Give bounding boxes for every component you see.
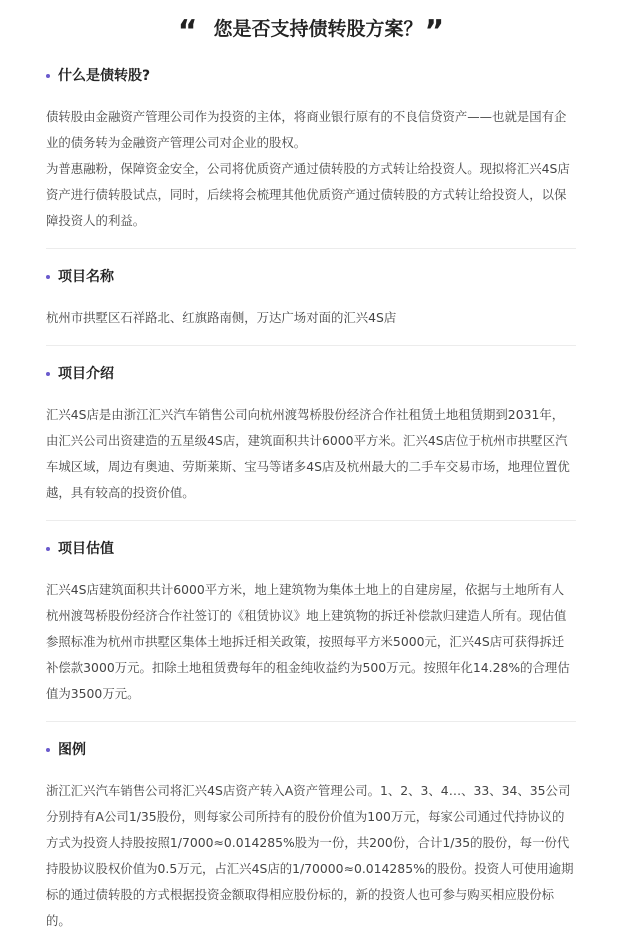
section-heading-text: 图例: [58, 742, 86, 758]
section-heading: [46, 249, 576, 305]
bullet-dot-icon: [46, 547, 50, 551]
section-heading: [46, 48, 576, 104]
section-heading-text: 什么是债转股?: [58, 68, 151, 84]
section-body: [46, 305, 576, 345]
close-quote-icon: ”: [424, 14, 445, 49]
section-illustration: [46, 721, 576, 948]
bullet-dot-icon: [46, 748, 50, 752]
section-what-is-debt-to-equity: [46, 48, 576, 248]
bullet-dot-icon: [46, 372, 50, 376]
section-body: [46, 402, 576, 520]
paragraph: 汇兴4S店建筑面积共计6000平方米，地上建筑物为集体土地上的自建房屋，依据与土地所有人杭州渡驾桥股份经济合作社签订的《租赁协议》地上建筑物的拆迁补偿款归建造人所有。现估值参照标准为杭州市拱墅区集体土地拆迁相关政策，按照每平方米5000元，汇兴4S店可获得拆迁补偿款3000万元。扣除土地租赁费每年的租金纯收益约为500万元。按照年化14.28%的合理估值为3500万元。: [46, 582, 570, 701]
section-heading-text: 项目估值: [58, 541, 114, 557]
section-heading-text: 项目名称: [58, 269, 114, 285]
section-heading: [46, 521, 576, 577]
section-body: [46, 104, 576, 248]
open-quote-icon: “: [177, 14, 198, 49]
paragraph: 浙江汇兴汽车销售公司将汇兴4S店资产转入A资产管理公司。1、2、3、4…、33、34、35公司分别持有A公司1/35股份，则每家公司所持有的股份价值为100万元，每家公司通过代持协议的方式为投资人持股按照1/7000≈0.014285%股为一份，共200份，合计1/35的股份，每一份代持股协议股权价值为0.5万元，占汇兴4S店的1/70000≈0.014285%的股份。投资人可使用逾期标的通过债转股的方式根据投资金额取得相应股份标的，新的投资人也可参与购买相应股份标的。: [46, 783, 574, 928]
page-title-bar: [0, 0, 622, 48]
section-body: [46, 577, 576, 721]
section-heading-text: 项目介绍: [58, 366, 114, 382]
paragraph: 杭州市拱墅区石祥路北、红旗路南侧，万达广场对面的汇兴4S店: [46, 310, 397, 325]
page-title: 您是否支持债转股方案？: [213, 18, 423, 40]
section-heading: [46, 346, 576, 402]
paragraph: 债转股由金融资产管理公司作为投资的主体，将商业银行原有的不良信贷资产——也就是国有企业的债务转为金融资产管理公司对企业的股权。: [46, 109, 567, 150]
paragraph: 为普惠融粉，保障资金安全，公司将优质资产通过债转股的方式转让给投资人。现拟将汇兴4S店资产进行债转股试点，同时，后续将会梳理其他优质资产通过债转股的方式转让给投资人，以保障投资人的利益。: [46, 161, 570, 228]
section-body: [46, 778, 576, 948]
section-heading: [46, 722, 576, 778]
bullet-dot-icon: [46, 275, 50, 279]
bullet-dot-icon: [46, 74, 50, 78]
section-project-name: [46, 248, 576, 345]
section-project-valuation: [46, 520, 576, 721]
section-project-intro: [46, 345, 576, 520]
paragraph: 汇兴4S店是由浙江汇兴汽车销售公司向杭州渡驾桥股份经济合作社租赁土地租赁期到2031年，由汇兴公司出资建造的五星级4S店，建筑面积共计6000平方米。汇兴4S店位于杭州市拱墅区汽车城区域，周边有奥迪、劳斯莱斯、宝马等诸多4S店及杭州最大的二手车交易市场，地理位置优越，具有较高的投资价值。: [46, 407, 570, 500]
